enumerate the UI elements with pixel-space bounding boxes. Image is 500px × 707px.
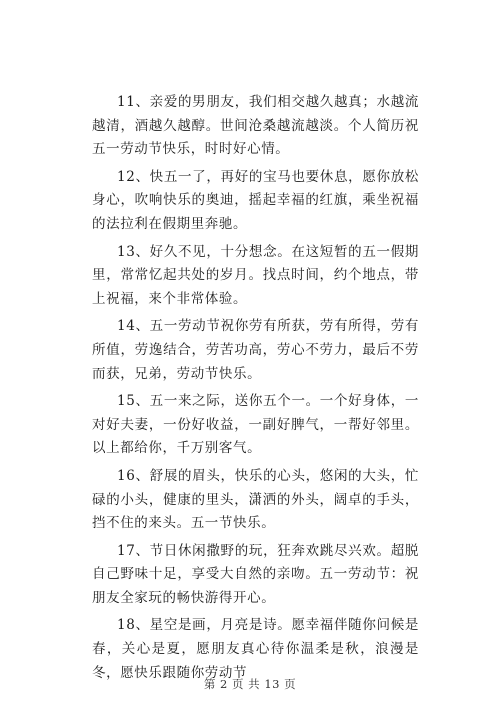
page-body <box>92 91 419 689</box>
paragraph-17: 17、节日休闲撒野的玩，狂奔欢跳尽兴欢。超脱自己野味十足，享受大自然的亲吻。五一劳动节：祝朋友全家玩的畅快游得开心。 <box>92 542 419 606</box>
paragraph-16: 16、舒展的眉头，快乐的心头，悠闲的大头，忙碌的小头，健康的里头，潇洒的外头，阔卓的手头，挡不住的来头。五一节快乐。 <box>92 467 419 532</box>
paragraph-14: 14、五一劳动节祝你劳有所获，劳有所得，劳有所值，劳逸结合，劳苦功高，劳心不劳力，最后不劳而获，兄弟，劳动节快乐。 <box>92 318 419 382</box>
paragraph-15: 15、五一来之际，送你五个一。一个好身体，一对好夫妻，一份好收益，一副好脾气，一帮好邻里。以上都给你，千万别客气。 <box>92 393 419 457</box>
paragraph-11: 11、亲爱的男朋友，我们相交越久越真；水越流越清，酒越久越醇。世间沧桑越流越淡。个人简历祝五一劳动节快乐，时时好心情。 <box>92 94 419 158</box>
paragraph-13: 13、好久不见，十分想念。在这短暂的五一假期里，常常忆起共处的岁月。找点时间，约个地点，带上祝福，来个非常体验。 <box>92 243 419 307</box>
page-number-footer: 第 2 页 共 13 页 <box>203 677 297 691</box>
paragraph-12: 12、快五一了，再好的宝马也要休息，愿你放松身心，吹响快乐的奥迪，摇起幸福的红旗，乘坐祝福的法拉利在假期里奔驰。 <box>92 168 419 232</box>
paragraph-18: 18、星空是画，月亮是诗。愿幸福伴随你问候是春，关心是夏，愿朋友真心待你温柔是秋，浪漫是冬，愿快乐跟随你劳动节 <box>92 617 419 681</box>
